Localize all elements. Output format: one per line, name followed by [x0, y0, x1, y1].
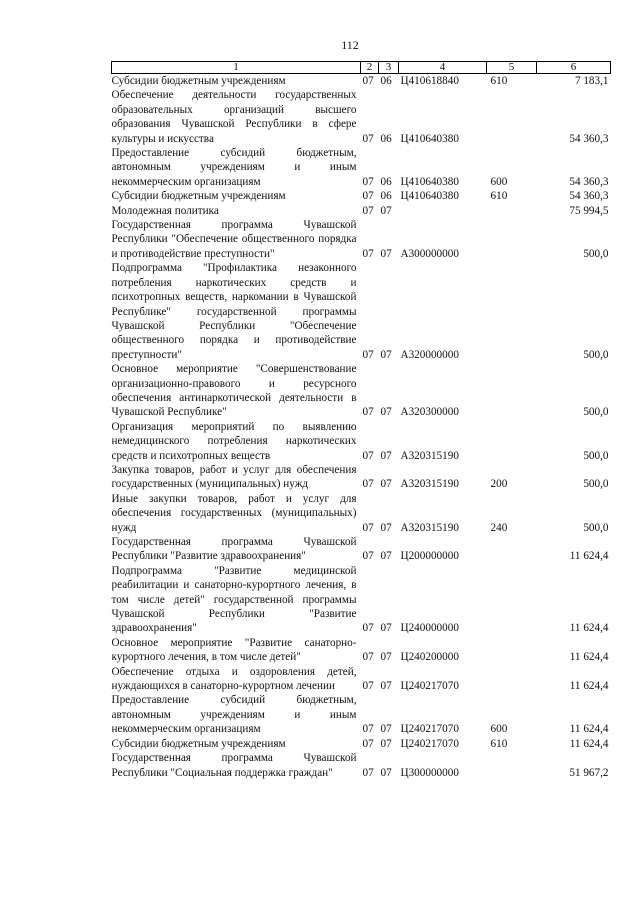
- target-article-code: Ц300000000: [400, 766, 459, 779]
- expense-type-code: [487, 204, 537, 218]
- amount: 11 624,4: [569, 723, 609, 736]
- table-header-row: [112, 62, 611, 74]
- table-row: [112, 535, 611, 564]
- section-code: 07: [362, 175, 374, 188]
- subsection-code: 06: [380, 175, 392, 188]
- item-name: Субсидии бюджетным учреждениям: [111, 75, 286, 87]
- target-article-code: Ц240200000: [400, 651, 459, 664]
- target-article-code: Ц200000000: [400, 550, 459, 563]
- subsection-code: 07: [380, 723, 392, 736]
- amount: 500,0: [583, 247, 609, 260]
- subsection-code: 07: [380, 521, 392, 534]
- header-col-1: 1: [112, 62, 361, 74]
- expense-type-code: [487, 261, 537, 362]
- subsection-code: 07: [380, 550, 392, 563]
- target-article-code: А300000000: [400, 247, 459, 260]
- header-col-4: 4: [399, 62, 487, 74]
- item-name: Основное мероприятие "Развитие санаторно-курортного лечения, в том числе детей": [111, 636, 357, 664]
- section-code: 07: [362, 723, 374, 736]
- amount: 54 360,3: [569, 132, 609, 145]
- section-code: 07: [362, 550, 374, 563]
- target-article-code: Ц240217070: [400, 723, 459, 736]
- page-number: 112: [341, 38, 359, 52]
- section-code: 07: [362, 478, 374, 491]
- amount: 7 183,1: [574, 75, 609, 87]
- item-name: Организация мероприятий по выявлению немедицинского потребления наркотических средств и психотропных веществ: [111, 420, 357, 462]
- subsection-code: 07: [380, 204, 392, 217]
- expense-type-code: [487, 362, 537, 420]
- target-article-code: А320300000: [400, 406, 459, 419]
- subsection-code: 06: [380, 190, 392, 203]
- section-code: 07: [362, 190, 374, 203]
- table-row: [112, 218, 611, 261]
- target-article-code: [399, 204, 487, 218]
- item-name: Подпрограмма "Профилактика незаконного потребления наркотических средств и психотропных веществ, наркомании в Чувашской Республике" государственной программы Чувашской Республики "Обеспечение общественного порядка и противодействие преступности": [111, 262, 357, 361]
- expense-type-code: 610: [490, 75, 508, 87]
- target-article-code: Ц240000000: [400, 622, 459, 635]
- target-article-code: Ц410640380: [400, 175, 459, 188]
- target-article-code: А320000000: [400, 348, 459, 361]
- subsection-code: 07: [380, 622, 392, 635]
- item-name: Обеспечение деятельности государственных образовательных организаций высшего образования Чувашской Республики в сфере культуры и искусства: [111, 89, 357, 145]
- target-article-code: Ц410640380: [400, 190, 459, 203]
- expense-type-code: 610: [490, 737, 508, 750]
- item-name: Государственная программа Чувашской Республики "Развитие здравоохранения": [111, 536, 357, 563]
- section-code: 07: [362, 622, 374, 635]
- budget-table: [111, 61, 611, 780]
- amount: 11 624,4: [569, 737, 609, 750]
- amount: 500,0: [583, 406, 609, 419]
- table-row: [112, 492, 611, 535]
- table-row: [112, 420, 611, 463]
- section-code: 07: [362, 737, 374, 750]
- table-row: [112, 463, 611, 492]
- target-article-code: Ц240217070: [400, 737, 459, 750]
- table-row: [112, 362, 611, 420]
- expense-type-code: 200: [490, 478, 508, 491]
- target-article-code: Ц240217070: [400, 680, 459, 693]
- amount: 11 624,4: [569, 550, 609, 563]
- subsection-code: 07: [380, 737, 392, 750]
- expense-type-code: [487, 535, 537, 564]
- table-row: [112, 88, 611, 146]
- section-code: 07: [362, 680, 374, 693]
- subsection-code: 07: [380, 449, 392, 462]
- amount: 500,0: [583, 521, 609, 534]
- section-code: 07: [362, 449, 374, 462]
- section-code: 07: [362, 247, 374, 260]
- table-row: [112, 261, 611, 362]
- table-row: [112, 693, 611, 736]
- item-name: Государственная программа Чувашской Республики "Обеспечение общественного порядка и противодействие преступности": [111, 219, 357, 260]
- amount: 500,0: [583, 348, 609, 361]
- table-row: [112, 189, 611, 203]
- amount: 54 360,3: [569, 190, 609, 203]
- item-name: Закупка товаров, работ и услуг для обеспечения государственных (муниципальных) нужд: [111, 463, 357, 491]
- amount: 51 967,2: [569, 766, 609, 779]
- expense-type-code: 600: [490, 175, 508, 188]
- section-code: 07: [362, 521, 374, 534]
- section-code: 07: [362, 651, 374, 664]
- target-article-code: Ц410618840: [400, 75, 459, 87]
- subsection-code: 06: [380, 75, 392, 87]
- target-article-code: А320315190: [400, 521, 459, 534]
- section-code: 07: [362, 204, 374, 217]
- expense-type-code: 600: [490, 723, 508, 736]
- amount: 500,0: [583, 478, 609, 491]
- target-article-code: А320315190: [400, 478, 459, 491]
- subsection-code: 07: [380, 348, 392, 361]
- expense-type-code: [487, 564, 537, 636]
- target-article-code: Ц410640380: [400, 132, 459, 145]
- header-col-5: 5: [487, 62, 537, 74]
- expense-type-code: [487, 420, 537, 463]
- header-col-3: 3: [379, 62, 399, 74]
- table-row: [112, 146, 611, 189]
- target-article-code: А320315190: [400, 449, 459, 462]
- subsection-code: 07: [380, 247, 392, 260]
- item-name: Субсидии бюджетным учреждениям: [111, 737, 286, 750]
- expense-type-code: [487, 751, 537, 780]
- subsection-code: 06: [380, 132, 392, 145]
- item-name: Предоставление субсидий бюджетным, автономным учреждениям и иным некоммерческим организациям: [111, 694, 357, 736]
- section-code: 07: [362, 766, 374, 779]
- item-name: Молодежная политика: [111, 204, 219, 217]
- table-row: [112, 74, 611, 89]
- header-col-2: 2: [361, 62, 379, 74]
- section-code: 07: [362, 348, 374, 361]
- table-row: [112, 751, 611, 780]
- amount: 54 360,3: [569, 175, 609, 188]
- table-row: [112, 636, 611, 665]
- item-name: Обеспечение отдыха и оздоровления детей, нуждающихся в санаторно-курортном лечении: [111, 665, 357, 693]
- item-name: Субсидии бюджетным учреждениям: [111, 190, 286, 203]
- amount: 11 624,4: [569, 651, 609, 664]
- subsection-code: 07: [380, 406, 392, 419]
- subsection-code: 07: [380, 680, 392, 693]
- table-row: [112, 665, 611, 694]
- amount: 11 624,4: [569, 622, 609, 635]
- expense-type-code: [487, 665, 537, 694]
- header-col-6: 6: [537, 62, 611, 74]
- subsection-code: 07: [380, 651, 392, 664]
- amount: 75 994,5: [569, 204, 609, 217]
- expense-type-code: [487, 218, 537, 261]
- amount: 500,0: [583, 449, 609, 462]
- section-code: 07: [362, 406, 374, 419]
- table-row: [112, 564, 611, 636]
- expense-type-code: 610: [490, 190, 508, 203]
- table-row: [112, 204, 611, 218]
- subsection-code: 07: [380, 478, 392, 491]
- table-row: [112, 737, 611, 751]
- item-name: Предоставление субсидий бюджетным, автономным учреждениям и иным некоммерческим организациям: [111, 147, 357, 188]
- expense-type-code: [487, 636, 537, 665]
- amount: 11 624,4: [569, 680, 609, 693]
- expense-type-code: 240: [490, 521, 508, 534]
- item-name: Подпрограмма "Развитие медицинской реабилитации и санаторно-курортного лечения, в том числе детей" государственной программы Чувашской Республики "Развитие здравоохранения": [111, 564, 357, 635]
- item-name: Иные закупки товаров, работ и услуг для обеспечения государственных (муниципальных) нужд: [111, 492, 357, 534]
- item-name: Основное мероприятие "Совершенствование организационно-правового и ресурсного обеспечения антинаркотической деятельности в Чувашской Республике": [111, 363, 357, 419]
- section-code: 07: [362, 75, 374, 87]
- item-name: Государственная программа Чувашской Республики "Социальная поддержка граждан": [111, 752, 357, 779]
- section-code: 07: [362, 132, 374, 145]
- expense-type-code: [487, 88, 537, 146]
- subsection-code: 07: [380, 766, 392, 779]
